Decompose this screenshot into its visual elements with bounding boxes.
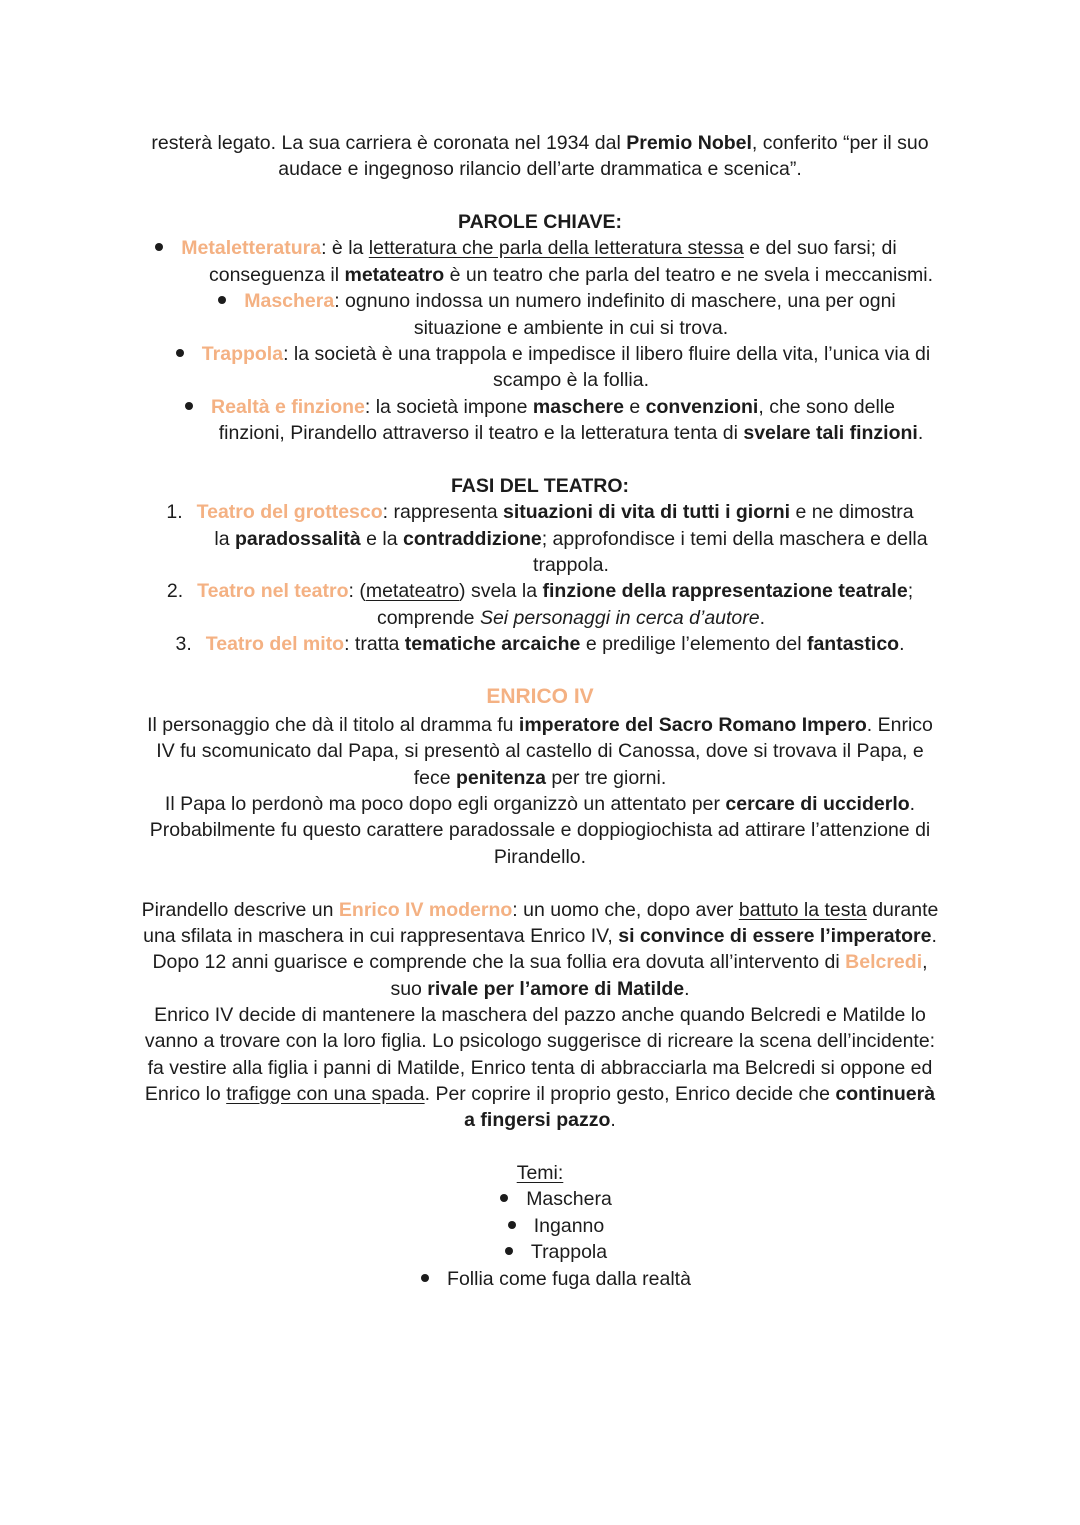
keyword-trappola-line-2: scampo è la follia. xyxy=(492,369,650,391)
bullet-icon xyxy=(421,1274,429,1282)
enrico-p2-line-2: una sfilata in maschera in cui rappresentava Enrico IV, si convince di essere l’imperatore. xyxy=(143,925,937,947)
enrico-p1-line-2: IV fu scomunicato dal Papa, si presentò al castello di Canossa, dove si trovava il Papa, e xyxy=(156,740,924,762)
temi-item: Trappola xyxy=(16,1239,1080,1265)
phases-heading: FASI DEL TEATRO: xyxy=(450,475,630,497)
enrico-p2-line-1: Pirandello descrive un Enrico IV moderno: un uomo che, dopo aver battuto la testa durante xyxy=(141,899,939,921)
keyword-trappola: Trappola: la società è una trappola e impedisce il libero fluire della vita, l’unica via di xyxy=(13,341,1080,367)
phase-3: 3. Teatro del mito: tratta tematiche arcaiche e predilige l’elemento del fantastico. xyxy=(175,633,905,655)
enrico-p2-line-3: Dopo 12 anni guarisce e comprende che la sua follia era dovuta all’intervento di Belcredi, xyxy=(152,951,928,973)
keyword-metaletteratura: Metaletteratura: è la letteratura che parla della letteratura stessa e del suo farsi; di xyxy=(0,235,1066,261)
temi-item: Follia come fuga dalla realtà xyxy=(16,1266,1080,1292)
bullet-icon xyxy=(500,1194,508,1202)
enrico-p2-line-4: suo rivale per l’amore di Matilde. xyxy=(390,978,690,1000)
enrico-heading: ENRICO IV xyxy=(486,685,594,708)
enrico-p1-line-6: Pirandello. xyxy=(493,846,587,868)
temi-item: Inganno xyxy=(16,1213,1080,1239)
bullet-icon xyxy=(218,296,226,304)
enrico-p2-line-7: fa vestire alla figlia i panni di Matilde, Enrico tenta di abbracciarla ma Belcredi si oppone ed xyxy=(147,1057,933,1079)
phase-2-line-2: comprende Sei personaggi in cerca d’autore. xyxy=(376,607,766,629)
temi-heading: Temi: xyxy=(516,1162,564,1184)
keyword-maschera: Maschera: ognuno indossa un numero indefinito di maschere, una per ogni xyxy=(17,288,1080,314)
keyword-metaletteratura-line-2: conseguenza il metateatro è un teatro che parla del teatro e ne svela i meccanismi. xyxy=(208,264,934,286)
phase-1-line-2: la paradossalità e la contraddizione; approfondisce i temi della maschera e della xyxy=(214,528,928,550)
enrico-p1-line-5: Probabilmente fu questo carattere paradossale e doppiogiochista ad attirare l’attenzione di xyxy=(149,819,931,841)
enrico-p2-line-9: a fingersi pazzo. xyxy=(464,1109,616,1131)
enrico-p1-line-4: Il Papa lo perdonò ma poco dopo egli organizzò un attentato per cercare di ucciderlo. xyxy=(164,793,916,815)
bullet-icon xyxy=(508,1221,516,1229)
enrico-p1-line-1: Il personaggio che dà il titolo al dramma fu imperatore del Sacro Romano Impero. Enrico xyxy=(147,714,933,736)
intro-line-1: resterà legato. La sua carriera è coronata nel 1934 dal Premio Nobel, conferito “per il suo xyxy=(151,132,929,154)
bullet-icon xyxy=(155,243,163,251)
bullet-icon xyxy=(185,402,193,410)
enrico-p2-line-6: vanno a trovare con la loro figlia. Lo psicologo suggerisce di ricreare la scena dell’incidente: xyxy=(144,1030,936,1052)
phase-1-line-3: trappola. xyxy=(533,554,609,576)
enrico-p2-line-5: Enrico IV decide di mantenere la maschera del pazzo anche quando Belcredi e Matilde lo xyxy=(154,1004,926,1026)
phase-1: 1. Teatro del grottesco: rappresenta situazioni di vita di tutti i giorni e ne dimostra xyxy=(166,501,914,523)
enrico-p1-line-3: fece penitenza per tre giorni. xyxy=(413,767,667,789)
keyword-realta-finzione-line-2: finzioni, Pirandello attraverso il teatro e la letteratura tenta di svelare tali finzioni. xyxy=(218,422,924,444)
keyword-realta-finzione: Realtà e finzione: la società impone maschere e convenzioni, che sono delle xyxy=(0,394,1080,420)
temi-item: Maschera xyxy=(16,1186,1080,1212)
bullet-icon xyxy=(505,1247,513,1255)
phase-2: 2. Teatro nel teatro: (metateatro) svela la finzione della rappresentazione teatrale; xyxy=(166,580,914,602)
intro-line-2: audace e ingegnoso rilancio dell’arte drammatica e scenica”. xyxy=(278,158,802,180)
keyword-maschera-line-2: situazione e ambiente in cui si trova. xyxy=(413,317,729,339)
bullet-icon xyxy=(176,349,184,357)
enrico-p2-line-8: Enrico lo trafigge con una spada. Per coprire il proprio gesto, Enrico decide che continuerà xyxy=(144,1083,936,1105)
keywords-heading: PAROLE CHIAVE: xyxy=(458,211,622,233)
